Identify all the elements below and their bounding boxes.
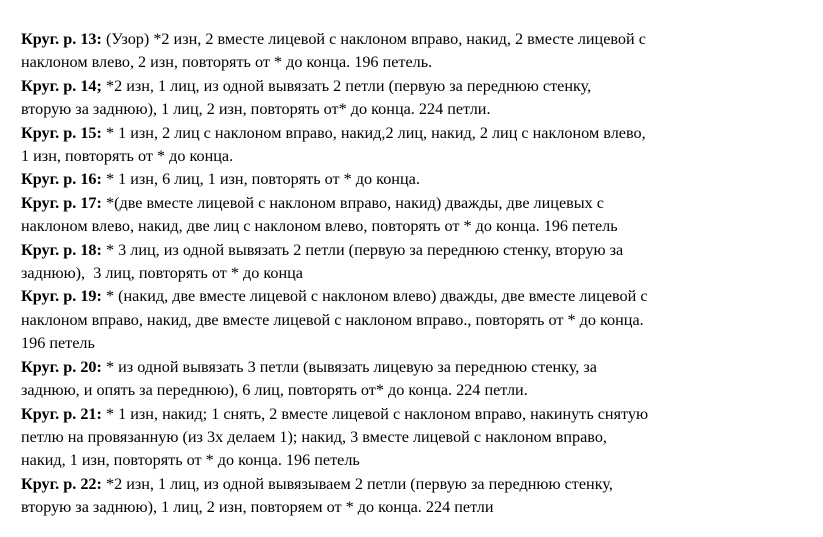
row-text: вторую за заднюю), 1 лиц, 2 изн, повторять от* до конца. 224 петли. [21,100,491,119]
row-text: наклоном влево, накид, две лиц с наклоном влево, повторять от * до конца. 196 петель [21,217,618,236]
row-text: * из одной вывязать 3 петли (вывязать лицевую за переднюю стенку, за [101,357,597,376]
row-text: (Узор) *2 изн, 2 вместе лицевой с наклоном вправо, накид, 2 вместе лицевой с [101,30,646,48]
row-text: наклоном влево, 2 изн, повторять от * до конца. 196 петель. [21,53,433,72]
row-text: заднюю), 3 лиц, повторять от * до конца [21,264,303,283]
row-text: *2 изн, 1 лиц, из одной вывязываем 2 петли (первую за переднюю стенку, [101,474,613,493]
row-label: Круг. р. 17: [21,193,102,212]
row-18 [21,239,811,286]
row-text: вторую за заднюю), 1 лиц, 2 изн, повторяем от * до конца. 224 петли [21,498,494,517]
row-19 [21,285,811,355]
row-label: Круг. р. 22: [21,474,102,493]
row-text: * 1 изн, 6 лиц, 1 изн, повторять от * до конца. [101,170,420,189]
row-label: Круг. р. 18: [21,240,102,259]
row-text: петлю на провязанную (из 3х делаем 1); накид, 3 вместе лицевой с наклоном вправо, [21,427,607,446]
row-text: наклоном вправо, накид, две вместе лицевой с наклоном вправо., повторять от * до конца. [21,310,644,329]
row-text: заднюю, и опять за переднюю), 6 лиц, повторять от* до конца. 224 петли. [21,381,528,400]
row-17 [21,192,811,239]
row-15 [21,122,811,169]
row-label: Круг. р. 16: [21,170,102,189]
row-16 [21,168,811,191]
row-text: * 1 изн, 2 лиц с наклоном вправо, накид,2 лиц, накид, 2 лиц с наклоном влево, [101,123,646,142]
row-label: Круг. р. 13: [21,30,102,48]
knitting-instructions [21,28,811,520]
row-13 [21,28,811,75]
row-text: 1 изн, повторять от * до конца. [21,147,234,166]
row-label: Круг. р. 21: [21,404,102,423]
row-text: * 3 лиц, из одной вывязать 2 петли (первую за переднюю стенку, вторую за [101,240,624,259]
row-14 [21,75,811,122]
row-22 [21,473,811,520]
row-label: Круг. р. 19: [21,287,102,306]
row-21 [21,403,811,473]
row-text: * (накид, две вместе лицевой с наклоном влево) дважды, две вместе лицевой с [101,287,648,306]
row-text: *(две вместе лицевой с наклоном вправо, накид) дважды, две лицевых с [101,193,604,212]
row-label: Круг. р. 20: [21,357,102,376]
row-text: *2 изн, 1 лиц, из одной вывязать 2 петли (первую за переднюю стенку, [101,76,592,95]
row-20 [21,356,811,403]
row-label: Круг. р. 15: [21,123,102,142]
row-text: * 1 изн, накид; 1 снять, 2 вместе лицевой с наклоном вправо, накинуть снятую [101,404,649,423]
row-label: Круг. р. 14; [21,76,102,95]
row-text: 196 петель [21,334,95,353]
row-text: накид, 1 изн, повторять от * до конца. 196 петель [21,451,360,470]
